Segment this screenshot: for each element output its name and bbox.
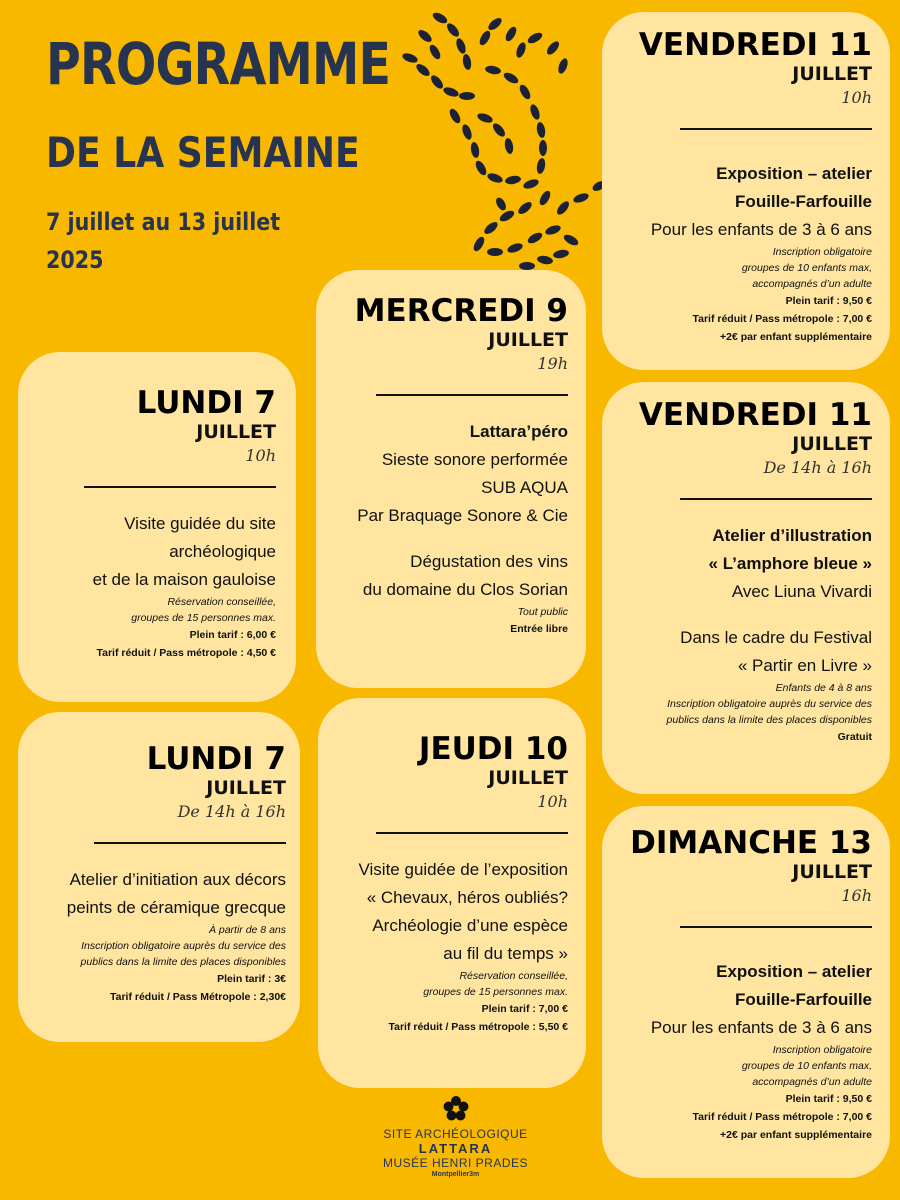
event-note: Réservation conseillée, (167, 596, 276, 608)
date-range-year: 2025 (46, 246, 104, 274)
event-description: SUB AQUA (481, 478, 568, 497)
event-description: « Partir en Livre » (737, 656, 872, 675)
divider (680, 498, 872, 500)
event-month: JUILLET (792, 433, 872, 455)
flower-icon (442, 1095, 470, 1123)
event-day: JEUDI 10 (418, 731, 568, 767)
event-description: du domaine du Clos Sorian (362, 580, 568, 599)
event-time: 16h (841, 886, 872, 905)
event-note: Enfants de 4 à 8 ans (775, 682, 872, 694)
event-description: au fil du temps » (443, 944, 568, 963)
event-card-lundi-10h (18, 352, 296, 702)
event-time: 19h (537, 354, 568, 373)
event-price: Tarif réduit / Pass Métropole : 2,30€ (109, 991, 286, 1003)
event-card-jeudi (318, 698, 586, 1088)
event-price: Tarif réduit / Pass métropole : 4,50 € (96, 647, 276, 659)
event-price: Plein tarif : 3€ (217, 973, 286, 985)
event-day: DIMANCHE 13 (630, 825, 872, 861)
event-card-dimanche (602, 806, 890, 1178)
event-price: Plein tarif : 7,00 € (481, 1003, 568, 1015)
event-price: Tarif réduit / Pass métropole : 7,00 € (692, 313, 872, 325)
event-month: JUILLET (792, 63, 872, 85)
event-card-lundi-14h (18, 712, 300, 1042)
event-description: archéologique (169, 542, 276, 561)
page-title: PROGRAMME (46, 30, 391, 98)
event-note: accompagnés d’un adulte (752, 278, 872, 290)
event-note: groupes de 10 enfants max, (741, 1060, 872, 1072)
event-description: Dans le cadre du Festival (680, 628, 872, 647)
event-day: LUNDI 7 (136, 385, 276, 421)
event-title: Fouille-Farfouille (735, 990, 872, 1009)
museum-logo (368, 1095, 543, 1179)
event-note: groupes de 10 enfants max, (741, 262, 872, 274)
event-title: Lattara’péro (469, 422, 568, 441)
logo-line: MUSÉE HENRI PRADES (382, 1156, 529, 1170)
event-title: Exposition – atelier (716, 164, 872, 183)
event-title: Atelier d’illustration (712, 526, 872, 545)
divider (680, 926, 872, 928)
event-price: +2€ par enfant supplémentaire (719, 331, 872, 343)
event-note: groupes de 15 personnes max. (423, 986, 568, 998)
event-day: VENDREDI 11 (638, 397, 872, 433)
event-card-vendredi-14h (602, 382, 890, 794)
event-title: Exposition – atelier (716, 962, 872, 981)
event-note: publics dans la limite des places disponibles (80, 956, 286, 968)
event-price: Plein tarif : 6,00 € (189, 629, 276, 641)
event-time: 10h (841, 88, 872, 107)
event-note: À partir de 8 ans (208, 924, 286, 936)
date-range (46, 203, 280, 279)
event-note: publics dans la limite des places disponibles (666, 714, 872, 726)
date-range-days: 7 juillet au 13 juillet (46, 208, 281, 236)
divider (376, 832, 568, 834)
event-description: Atelier d’initiation aux décors (69, 870, 286, 889)
event-note: Inscription obligatoire (772, 1044, 872, 1056)
divider (94, 842, 286, 844)
event-note: Inscription obligatoire auprès du service des (667, 698, 872, 710)
horse-drawing-icon (395, 8, 610, 278)
event-price: Gratuit (837, 731, 872, 743)
event-time: De 14h à 16h (763, 458, 872, 477)
event-note: groupes de 15 personnes max. (131, 612, 276, 624)
event-note: Inscription obligatoire auprès du service des (81, 940, 286, 952)
event-card-vendredi-10h (602, 12, 890, 370)
event-description: Pour les enfants de 3 à 6 ans (650, 1018, 872, 1037)
event-day: LUNDI 7 (146, 741, 286, 777)
divider (376, 394, 568, 396)
event-description: Visite guidée du site (124, 514, 276, 533)
event-month: JUILLET (488, 329, 568, 351)
event-description: Sieste sonore performée (381, 450, 568, 469)
event-title: « L’amphore bleue » (708, 554, 872, 573)
event-description: Par Braquage Sonore & Cie (357, 506, 568, 525)
event-card-mercredi (316, 270, 586, 688)
event-title: Fouille-Farfouille (735, 192, 872, 211)
page-subtitle: DE LA SEMAINE (46, 128, 360, 177)
event-description: Pour les enfants de 3 à 6 ans (650, 220, 872, 239)
event-description: Dégustation des vins (410, 552, 568, 571)
event-month: JUILLET (792, 861, 872, 883)
event-price: Plein tarif : 9,50 € (785, 295, 872, 307)
logo-sponsor: Montpellier3m (431, 1171, 480, 1178)
event-description: et de la maison gauloise (92, 570, 276, 589)
event-time: De 14h à 16h (177, 802, 286, 821)
event-description: peints de céramique grecque (66, 898, 286, 917)
event-note: Inscription obligatoire (772, 246, 872, 258)
event-day: MERCREDI 9 (354, 293, 568, 329)
logo-line: SITE ARCHÉOLOGIQUE (383, 1127, 528, 1141)
event-month: JUILLET (488, 767, 568, 789)
event-price: Entrée libre (510, 623, 568, 635)
logo-name: LATTARA (418, 1141, 493, 1156)
event-price: Tarif réduit / Pass métropole : 5,50 € (388, 1021, 568, 1033)
event-month: JUILLET (196, 421, 276, 443)
event-description: « Chevaux, héros oubliés? (366, 888, 568, 907)
event-note: accompagnés d’un adulte (752, 1076, 872, 1088)
event-note: Réservation conseillée, (459, 970, 568, 982)
event-time: 10h (537, 792, 568, 811)
event-time: 10h (245, 446, 276, 465)
divider (680, 128, 872, 130)
event-month: JUILLET (206, 777, 286, 799)
event-price: Tarif réduit / Pass métropole : 7,00 € (692, 1111, 872, 1123)
event-description: Archéologie d’une espèce (372, 916, 568, 935)
divider (84, 486, 276, 488)
event-price: Plein tarif : 9,50 € (785, 1093, 872, 1105)
event-note: Tout public (517, 606, 568, 618)
event-day: VENDREDI 11 (638, 27, 872, 63)
event-price: +2€ par enfant supplémentaire (719, 1129, 872, 1141)
event-description: Avec Liuna Vivardi (731, 582, 872, 601)
event-description: Visite guidée de l’exposition (358, 860, 568, 879)
